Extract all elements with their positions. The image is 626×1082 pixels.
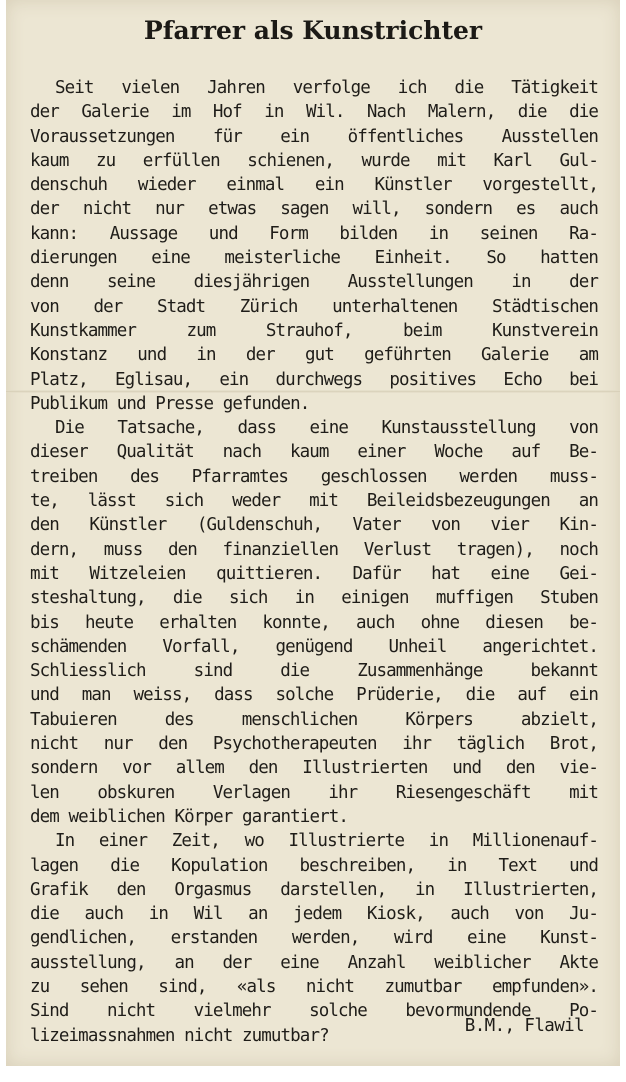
article-line: schämenden Vorfall, genügend Unheil angerichtet. (30, 636, 598, 657)
article-line: Konstanz und in der gut geführten Galerie am (30, 345, 598, 366)
article-line: Kunstkammer zum Strauhof, beim Kunstverein (30, 320, 598, 341)
article-line: len obskuren Verlagen ihr Riesengeschäft mit (30, 782, 598, 803)
article-line: Platz, Eglisau, ein durchwegs positives Echo bei (30, 369, 598, 390)
article-line: te, lässt sich weder mit Beileidsbezeugungen an (30, 491, 598, 512)
article-line: dem weiblichen Körper garantiert. (30, 806, 348, 827)
article-line: steshaltung, die sich in einigen muffigen Stuben (30, 588, 598, 609)
article-signature: B.M., Flawil (464, 1016, 584, 1036)
article-line: Publikum und Presse gefunden. (30, 393, 310, 414)
article-line: denschuh wieder einmal ein Künstler vorgestellt, (30, 175, 598, 196)
article-line: Voraussetzungen für ein öffentliches Ausstellen (30, 126, 598, 147)
article-line: denn seine diesjährigen Ausstellungen in der (30, 272, 598, 293)
article-line: Schliesslich sind die Zusammenhänge bekannt (30, 661, 598, 682)
article-line: lizeimassnahmen nicht zumutbar? (30, 1025, 329, 1046)
article-line: nicht nur den Psychotherapeuten ihr täglich Brot, (30, 734, 598, 755)
article-line: dierungen eine meisterliche Einheit. So hatten (30, 248, 598, 269)
article-line: Tabuieren des menschlichen Körpers abzielt, (30, 709, 598, 730)
article-line: In einer Zeit, wo Illustrierte in Millionenauf- (55, 831, 598, 852)
article-line: Die Tatsache, dass eine Kunstausstellung von (55, 418, 598, 439)
article-line: und man weiss, dass solche Prüderie, die auf ein (30, 685, 598, 706)
article-line: dern, muss den finanziellen Verlust tragen), noch (30, 539, 598, 560)
article-line: den Künstler (Guldenschuh, Vater von vier Kin- (30, 515, 598, 536)
article-line: gendlichen, erstanden werden, wird eine Kunst- (30, 928, 598, 949)
article-line: kaum zu erfüllen schienen, wurde mit Karl Gul- (30, 150, 598, 171)
article-line: der nicht nur etwas sagen will, sondern es auch (30, 199, 598, 220)
article-paragraph (30, 416, 598, 829)
article-line: ausstellung, an der eine Anzahl weiblicher Akte (30, 952, 598, 973)
article-line: zu sehen sind, «als nicht zumutbar empfunden». (30, 976, 598, 997)
article-body (30, 76, 598, 1048)
article-line: von der Stadt Zürich unterhaltenen Städtischen (30, 296, 598, 317)
article-line: dieser Qualität nach kaum einer Woche auf Be- (30, 442, 598, 463)
article-line: die auch in Wil an jedem Kiosk, auch von Ju- (30, 904, 598, 925)
article-line: mit Witzeleien quittieren. Dafür hat eine Gei- (30, 563, 598, 584)
article-line: treiben des Pfarramtes geschlossen werden muss- (30, 466, 598, 487)
article-line: der Galerie im Hof in Wil. Nach Malern, die die (30, 102, 598, 123)
article-line: Grafik den Orgasmus darstellen, in Illustrierten, (30, 879, 598, 900)
article-line: lagen die Kopulation beschreiben, in Text und (30, 855, 598, 876)
article-paragraph (30, 76, 598, 416)
article-title: Pfarrer als Kunstrichter (143, 16, 483, 45)
article-line: kann: Aussage und Form bilden in seinen Ra- (30, 223, 598, 244)
article-line: bis heute erhalten konnte, auch ohne diesen be- (30, 612, 598, 633)
article-line: Sind nicht vielmehr solche bevormundende Po- (30, 1001, 598, 1022)
article-line: sondern vor allem den Illustrierten und den vie- (30, 758, 598, 779)
article-line: Seit vielen Jahren verfolge ich die Tätigkeit (55, 78, 598, 98)
